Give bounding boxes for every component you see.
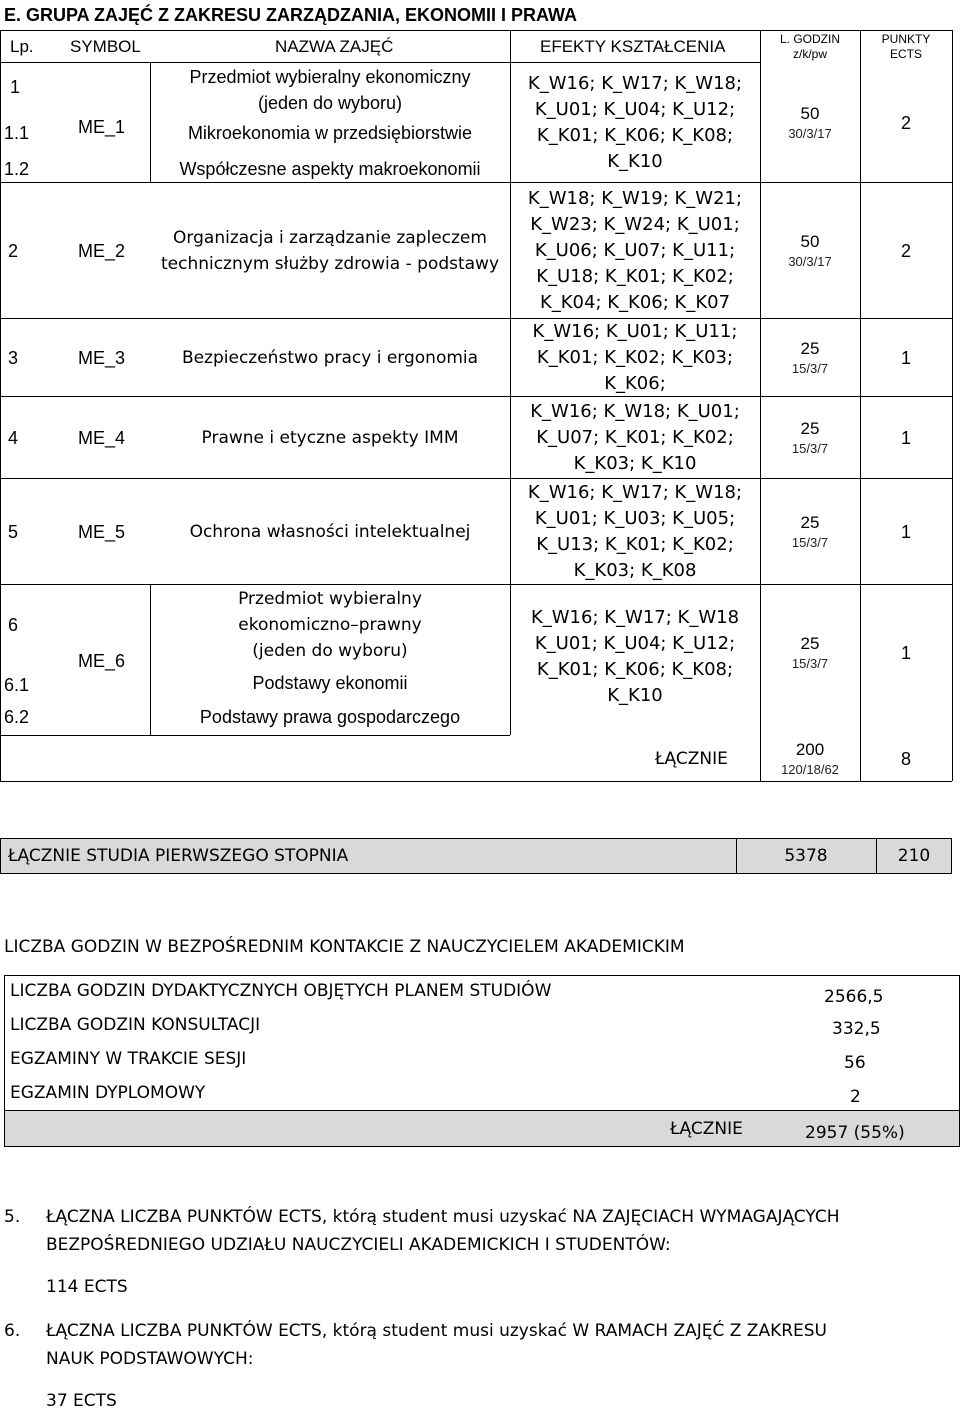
point-text: NAUK PODSTAWOWYCH: xyxy=(46,1349,254,1369)
row-name: (jeden do wyboru) xyxy=(257,93,403,113)
row-name: Ochrona własności intelektualnej xyxy=(189,521,471,542)
row-lp: 5 xyxy=(8,521,19,542)
study-total-hours: 5378 xyxy=(784,846,828,866)
row-effects: K_W16; K_W17; K_W18; K_U01; K_U04; K_U12; K_K01; K_K06; K_K08; K_K10 xyxy=(527,73,743,172)
section-title: E. GRUPA ZAJĘĆ Z ZAKRESU ZARZĄDZANIA, EKONOMII I PRAWA xyxy=(4,5,578,25)
row-hours: 50 30/3/17 xyxy=(788,104,832,141)
row-symbol: ME_4 xyxy=(78,427,126,448)
point-text: ŁĄCZNA LICZBA PUNKTÓW ECTS, którą student musi uzyskać W RAMACH ZAJĘĆ Z ZAKRESU xyxy=(46,1321,828,1341)
contact-value: 2566,5 xyxy=(824,987,884,1007)
row-lp: 6 xyxy=(8,615,19,635)
row-lp: 6.1 xyxy=(4,675,30,695)
header-symbol: SYMBOL xyxy=(70,37,141,56)
row-name: Organizacja i zarządzanie zapleczem technicznym służby zdrowia - podstawy xyxy=(160,227,500,274)
row-hours: 25 15/3/7 xyxy=(791,418,829,456)
row-symbol: ME_5 xyxy=(78,521,126,542)
point-value: 37 ECTS xyxy=(46,1391,117,1411)
total-label: ŁĄCZNIE xyxy=(655,748,728,769)
row-hours: 25 15/3/7 xyxy=(791,338,829,376)
row-effects: K_W16; K_U01; K_U11; K_K01; K_K02; K_K03; K_K06; xyxy=(532,320,738,394)
point-number: 6. xyxy=(4,1321,21,1341)
row-symbol: ME_2 xyxy=(78,240,126,261)
row-name: Przedmiot wybieralny ekonomiczny xyxy=(189,67,471,87)
row-name: Bezpieczeństwo pracy i ergonomia xyxy=(181,347,479,368)
row-name: (jeden do wyboru) xyxy=(252,641,408,661)
header-hours-label: L. GODZIN xyxy=(779,31,840,46)
contact-title: LICZBA GODZIN W BEZPOŚREDNIM KONTAKCIE Z NAUCZYCIELEM AKADEMICKIM xyxy=(4,937,685,957)
row-name: Mikroekonomia w przedsiębiorstwie xyxy=(187,123,473,143)
header-hours xyxy=(760,31,860,62)
row-symbol: ME_3 xyxy=(78,347,126,368)
contact-total-label: ŁĄCZNIE xyxy=(670,1119,743,1139)
point-value: 114 ECTS xyxy=(46,1277,128,1297)
row-effects: K_W16; K_W17; K_W18 K_U01; K_U04; K_U12; K_K01; K_K06; K_K08; K_K10 xyxy=(530,607,740,706)
point-text: ŁĄCZNA LICZBA PUNKTÓW ECTS, którą student musi uzyskać NA ZAJĘCIACH WYMAGAJĄCYCH xyxy=(46,1207,840,1227)
total-hours: 200 120/18/62 xyxy=(781,739,839,777)
study-total-label: ŁĄCZNIE STUDIA PIERWSZEGO STOPNIA xyxy=(8,846,349,866)
row-ects: 2 xyxy=(900,113,911,133)
row-name: Podstawy prawa gospodarczego xyxy=(199,707,461,727)
row-ects: 1 xyxy=(900,347,911,368)
row-hours: 50 30/3/17 xyxy=(788,231,832,269)
contact-label: EGZAMIN DYPLOMOWY xyxy=(10,1083,206,1103)
row-hours: 25 15/3/7 xyxy=(791,512,829,550)
row-lp: 2 xyxy=(8,240,19,261)
contact-value: 332,5 xyxy=(832,1019,881,1039)
row-ects: 1 xyxy=(900,521,911,542)
row-effects: K_W16; K_W17; K_W18; K_U01; K_U03; K_U05; K_U13; K_K01; K_K02; K_K03; K_K08 xyxy=(527,481,743,581)
row-name: Przedmiot wybieralny xyxy=(238,589,422,609)
study-total-ects: 210 xyxy=(897,846,931,866)
row-hours: 25 15/3/7 xyxy=(791,634,829,671)
row-effects: K_W16; K_W18; K_U01; K_U07; K_K01; K_K02; K_K03; K_K10 xyxy=(530,400,740,474)
point-text: BEZPOŚREDNIEGO UDZIAŁU NAUCZYCIELI AKADEMICKICH I STUDENTÓW: xyxy=(46,1235,671,1255)
header-name: NAZWA ZAJĘĆ xyxy=(275,37,394,56)
row-lp: 1.1 xyxy=(4,123,30,143)
header-ects-sub: ECTS xyxy=(889,46,922,61)
point-number: 5. xyxy=(4,1207,21,1227)
contact-label: EGZAMINY W TRAKCIE SESJI xyxy=(10,1049,247,1069)
row-lp: 6.2 xyxy=(4,707,30,727)
row-symbol: ME_1 xyxy=(78,117,126,137)
row-effects: K_W18; K_W19; K_W21; K_W23; K_W24; K_U01; K_U06; K_U07; K_U11; K_U18; K_K01; K_K02; K_K04; K_K06; K_K07 xyxy=(527,187,743,313)
contact-label: LICZBA GODZIN KONSULTACJI xyxy=(10,1015,261,1035)
contact-value: 56 xyxy=(844,1053,866,1073)
row-ects: 1 xyxy=(900,643,911,663)
header-ects xyxy=(860,31,952,62)
row-ects: 1 xyxy=(900,427,911,448)
contact-total-value: 2957 (55%) xyxy=(805,1123,905,1143)
row-lp: 3 xyxy=(8,347,19,368)
row-lp: 1.2 xyxy=(4,159,30,179)
total-ects: 8 xyxy=(900,748,911,769)
row-symbol: ME_6 xyxy=(78,651,126,671)
contact-value: 2 xyxy=(850,1087,861,1107)
row-ects: 2 xyxy=(900,240,911,261)
header-effects: EFEKTY KSZTAŁCENIA xyxy=(540,37,726,56)
row-lp: 1 xyxy=(10,77,21,97)
header-lp: Lp. xyxy=(10,37,34,56)
header-ects-label: PUNKTY xyxy=(881,31,931,46)
header-hours-sub: z/k/pw xyxy=(792,46,827,61)
row-name: ekonomiczno–prawny xyxy=(238,615,422,635)
row-name: Współczesne aspekty makroekonomii xyxy=(179,159,481,179)
row-lp: 4 xyxy=(8,427,19,448)
row-name: Podstawy ekonomii xyxy=(252,673,408,693)
row-name: Prawne i etyczne aspekty IMM xyxy=(201,427,459,448)
contact-label: LICZBA GODZIN DYDAKTYCZNYCH OBJĘTYCH PLANEM STUDIÓW xyxy=(10,981,552,1001)
